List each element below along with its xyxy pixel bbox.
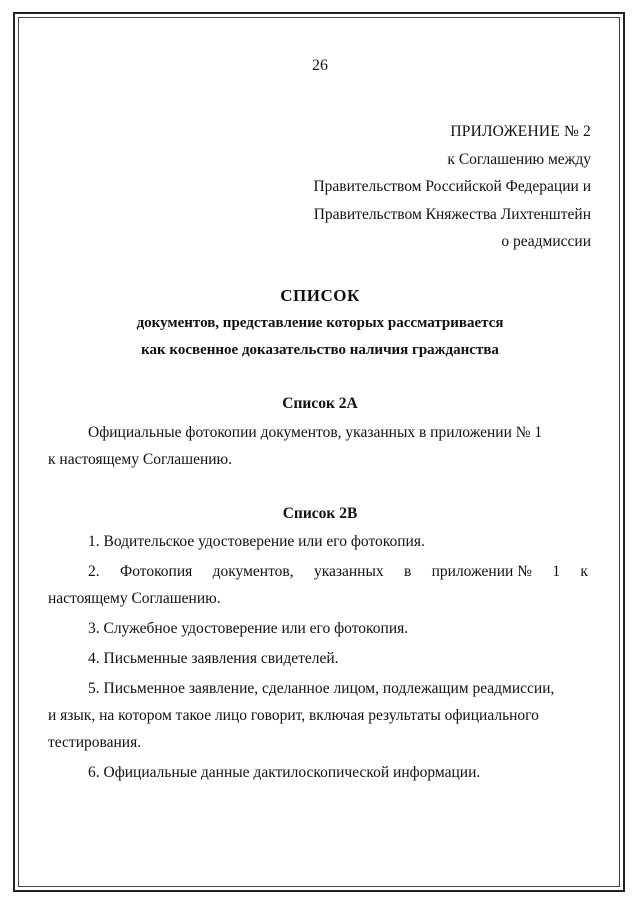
list-2b-item-6: 6. Официальные данные дактилоскопической информации. <box>88 764 481 781</box>
page-number: 26 <box>312 57 328 74</box>
list-2b-item-5-line-2: и язык, на котором такое лицо говорит, включая результаты официального <box>48 707 539 724</box>
list-2b-item-5-line-3: тестирования. <box>48 734 142 751</box>
list-2a-body <box>48 419 588 473</box>
list-2a-text-line-1: Официальные фотокопии документов, указанных в приложении № 1 <box>88 424 543 441</box>
item-2-word: 1 <box>552 563 561 580</box>
list-2b-item-1: 1. Водительское удостоверение или его фотокопия. <box>88 533 425 550</box>
list-2b-item-2-line-1 <box>48 558 588 585</box>
list-2b-heading: Список 2В <box>282 505 358 522</box>
appendix-line-4: о реадмиссии <box>501 233 591 250</box>
item-2-word: к <box>580 563 588 580</box>
appendix-header <box>313 118 591 256</box>
document-title <box>40 282 600 364</box>
title-subtitle-line-1: документов, представление которых рассматривается <box>136 315 504 331</box>
appendix-line-1: к Соглашению между <box>447 150 591 168</box>
appendix-line-3: Правительством Княжества Лихтенштейн <box>313 205 591 223</box>
item-2-word: документов, <box>212 563 294 580</box>
item-2-word: приложении № <box>431 563 532 580</box>
title-subtitle-line-2: как косвенное доказательство наличия гражданства <box>141 342 499 358</box>
list-2b-item-4: 4. Письменные заявления свидетелей. <box>88 650 339 667</box>
title-main: СПИСОК <box>280 286 360 305</box>
list-2a-text-line-2: к настоящему Соглашению. <box>48 451 232 468</box>
list-2b-item-5-line-1: 5. Письменное заявление, сделанное лицом, подлежащим реадмиссии, <box>88 680 555 697</box>
list-2b-item-2-line-2: настоящему Соглашению. <box>48 590 221 607</box>
item-2-word: 2. <box>88 563 100 580</box>
appendix-heading: ПРИЛОЖЕНИЕ № 2 <box>450 123 591 140</box>
item-2-word: в <box>403 563 412 580</box>
list-2a-heading: Список 2А <box>282 395 358 412</box>
list-2b-item-3: 3. Служебное удостоверение или его фотокопия. <box>88 620 409 637</box>
appendix-line-2: Правительством Российской Федерации и <box>313 178 591 195</box>
list-2b-body <box>48 528 588 786</box>
item-2-word: указанных <box>313 563 384 580</box>
item-2-word: Фотокопия <box>119 563 193 580</box>
